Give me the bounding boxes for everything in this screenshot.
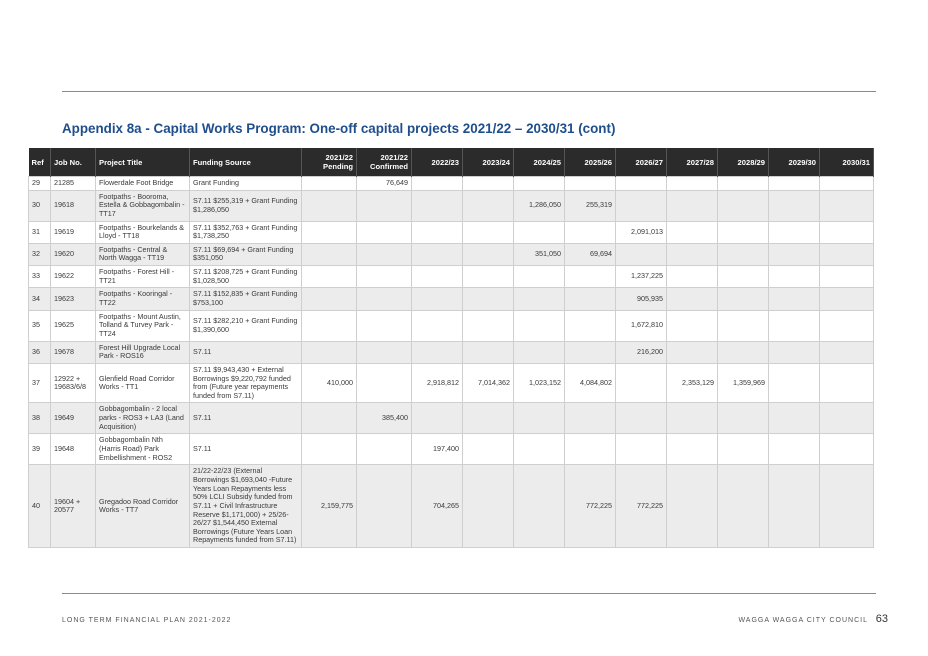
cell-funding: Grant Funding [190,177,302,191]
cell-ref: 31 [29,221,51,243]
cell-2021-22-confirmed [357,266,412,288]
cell-2027-28 [667,266,718,288]
cell-2024-25 [514,403,565,434]
cell-2023-24 [463,266,514,288]
cell-ref: 38 [29,403,51,434]
cell-2029-30 [769,190,820,221]
cell-2022-23: 704,265 [412,465,463,548]
cell-2021-22-pending [302,266,357,288]
cell-job: 19604 + 20577 [51,465,96,548]
cell-2025-26 [565,288,616,310]
cell-2021-22-confirmed [357,310,412,341]
cell-2025-26: 772,225 [565,465,616,548]
cell-2028-29 [718,403,769,434]
table-row [29,221,874,243]
cell-2021-22-pending [302,434,357,465]
cell-2026-27 [616,403,667,434]
table-header-row [29,148,874,177]
cell-2024-25: 1,023,152 [514,363,565,403]
cell-2025-26 [565,341,616,363]
cell-2029-30 [769,403,820,434]
cell-2026-27: 216,200 [616,341,667,363]
top-rule [62,91,876,92]
table-row [29,288,874,310]
cell-2027-28: 2,353,129 [667,363,718,403]
cell-2021-22-pending: 410,000 [302,363,357,403]
cell-title: Glenfield Road Corridor Works - TT1 [96,363,190,403]
cell-ref: 32 [29,243,51,265]
cell-2030-31 [820,288,874,310]
col-header-2021-22-pending [302,148,357,177]
cell-2030-31 [820,341,874,363]
cell-funding: S7.11 [190,403,302,434]
cell-2028-29 [718,266,769,288]
cell-2022-23 [412,341,463,363]
cell-funding: S7.11 [190,341,302,363]
col-header-funding: Funding Source [190,148,302,177]
cell-2021-22-confirmed: 385,400 [357,403,412,434]
cell-2029-30 [769,288,820,310]
cell-2029-30 [769,266,820,288]
table-row [29,434,874,465]
col-header-2021-22-pending-year: 2021/22 [325,153,353,162]
col-header-2021-22-confirmed-label: Confirmed [370,162,408,171]
cell-2021-22-confirmed: 76,649 [357,177,412,191]
cell-2021-22-confirmed [357,288,412,310]
cell-2027-28 [667,310,718,341]
cell-2021-22-confirmed [357,434,412,465]
cell-2021-22-pending [302,177,357,191]
cell-2021-22-confirmed [357,221,412,243]
col-header-2028-29: 2028/29 [718,148,769,177]
cell-2026-27 [616,363,667,403]
cell-2025-26 [565,221,616,243]
cell-2028-29 [718,288,769,310]
cell-2024-25 [514,310,565,341]
cell-ref: 34 [29,288,51,310]
cell-funding: S7.11 $9,943,430 + External Borrowings $9,220,792 funded from (Future year repayments funded from S7.11) [190,363,302,403]
col-header-2023-24: 2023/24 [463,148,514,177]
cell-2021-22-confirmed [357,465,412,548]
cell-title: Footpaths - Kooringal - TT22 [96,288,190,310]
col-header-2027-28: 2027/28 [667,148,718,177]
cell-2030-31 [820,310,874,341]
cell-2030-31 [820,465,874,548]
cell-funding: S7.11 $69,694 + Grant Funding $351,050 [190,243,302,265]
cell-2027-28 [667,221,718,243]
cell-2030-31 [820,403,874,434]
cell-2021-22-confirmed [357,190,412,221]
col-header-2022-23: 2022/23 [412,148,463,177]
cell-title: Flowerdale Foot Bridge [96,177,190,191]
cell-2026-27 [616,190,667,221]
cell-2028-29 [718,434,769,465]
cell-job: 19649 [51,403,96,434]
cell-funding: S7.11 $352,763 + Grant Funding $1,738,250 [190,221,302,243]
cell-2021-22-confirmed [357,341,412,363]
cell-2023-24 [463,190,514,221]
bottom-rule [62,593,876,594]
cell-job: 19620 [51,243,96,265]
footer-document-title: LONG TERM FINANCIAL PLAN 2021-2022 [62,617,232,624]
cell-2024-25 [514,434,565,465]
cell-title: Gobbagombalin Nth (Harris Road) Park Embellishment - ROS2 [96,434,190,465]
cell-2029-30 [769,363,820,403]
cell-job: 19648 [51,434,96,465]
cell-2025-26 [565,403,616,434]
cell-2022-23 [412,221,463,243]
cell-2024-25 [514,465,565,548]
cell-2030-31 [820,266,874,288]
table-row [29,190,874,221]
cell-2027-28 [667,403,718,434]
cell-job: 19678 [51,341,96,363]
col-header-2021-22-pending-label: Pending [323,162,353,171]
cell-ref: 33 [29,266,51,288]
cell-2027-28 [667,434,718,465]
cell-2030-31 [820,434,874,465]
cell-2022-23: 197,400 [412,434,463,465]
cell-title: Footpaths - Booroma, Estella & Gobbagombalin - TT17 [96,190,190,221]
cell-2022-23 [412,190,463,221]
cell-2025-26: 255,319 [565,190,616,221]
cell-2027-28 [667,288,718,310]
cell-title: Gregadoo Road Corridor Works - TT7 [96,465,190,548]
cell-2025-26 [565,177,616,191]
cell-title: Footpaths - Forest Hill - TT21 [96,266,190,288]
cell-2028-29 [718,310,769,341]
table-row [29,341,874,363]
cell-ref: 39 [29,434,51,465]
cell-2023-24 [463,465,514,548]
col-header-2021-22-confirmed-year: 2021/22 [380,153,408,162]
cell-title: Footpaths - Central & North Wagga - TT19 [96,243,190,265]
col-header-2025-26: 2025/26 [565,148,616,177]
cell-title: Forest Hill Upgrade Local Park - ROS16 [96,341,190,363]
col-header-2026-27: 2026/27 [616,148,667,177]
cell-2026-27 [616,177,667,191]
cell-2029-30 [769,434,820,465]
cell-2024-25: 351,050 [514,243,565,265]
cell-2029-30 [769,177,820,191]
cell-2026-27 [616,434,667,465]
page-title: Appendix 8a - Capital Works Program: One-off capital projects 2021/22 – 2030/31 (cont) [62,121,616,136]
cell-2028-29 [718,177,769,191]
cell-ref: 35 [29,310,51,341]
table-row [29,266,874,288]
cell-2021-22-pending: 2,159,775 [302,465,357,548]
cell-2022-23 [412,288,463,310]
table-row [29,310,874,341]
cell-2021-22-pending [302,310,357,341]
cell-2024-25 [514,288,565,310]
cell-2028-29 [718,465,769,548]
cell-title: Footpaths - Mount Austin, Tolland & Turvey Park - TT24 [96,310,190,341]
cell-2029-30 [769,310,820,341]
cell-2028-29 [718,221,769,243]
cell-job: 12922 + 19683/6/8 [51,363,96,403]
cell-job: 19623 [51,288,96,310]
cell-2029-30 [769,243,820,265]
cell-ref: 40 [29,465,51,548]
cell-2023-24 [463,310,514,341]
cell-ref: 29 [29,177,51,191]
cell-2021-22-pending [302,288,357,310]
cell-2027-28 [667,177,718,191]
cell-2026-27: 772,225 [616,465,667,548]
cell-2030-31 [820,243,874,265]
cell-2023-24 [463,434,514,465]
cell-title: Gobbagombalin - 2 local parks - ROS3 + LA3 (Land Acquisition) [96,403,190,434]
cell-2030-31 [820,363,874,403]
table-row [29,403,874,434]
cell-2024-25 [514,341,565,363]
cell-2021-22-confirmed [357,363,412,403]
cell-ref: 36 [29,341,51,363]
cell-funding: S7.11 $152,835 + Grant Funding $753,100 [190,288,302,310]
cell-2023-24 [463,341,514,363]
cell-2026-27: 905,935 [616,288,667,310]
cell-2029-30 [769,341,820,363]
cell-funding: S7.11 $282,210 + Grant Funding $1,390,600 [190,310,302,341]
cell-2024-25 [514,266,565,288]
cell-2028-29 [718,243,769,265]
cell-2022-23 [412,403,463,434]
page-number: 63 [875,613,888,625]
cell-title: Footpaths - Bourkelands & Lloyd - TT18 [96,221,190,243]
cell-2026-27: 1,672,810 [616,310,667,341]
cell-funding: S7.11 $255,319 + Grant Funding $1,286,050 [190,190,302,221]
cell-2026-27: 2,091,013 [616,221,667,243]
cell-2023-24 [463,177,514,191]
cell-2028-29: 1,359,969 [718,363,769,403]
cell-2024-25: 1,286,050 [514,190,565,221]
cell-2025-26 [565,434,616,465]
col-header-ref: Ref [29,148,51,177]
capital-works-table [28,148,874,548]
cell-2026-27: 1,237,225 [616,266,667,288]
cell-2027-28 [667,341,718,363]
table-row [29,177,874,191]
cell-2027-28 [667,190,718,221]
col-header-2030-31: 2030/31 [820,148,874,177]
cell-2028-29 [718,341,769,363]
cell-2030-31 [820,177,874,191]
cell-funding: S7.11 [190,434,302,465]
cell-2030-31 [820,221,874,243]
cell-2027-28 [667,243,718,265]
cell-2026-27 [616,243,667,265]
table-row [29,363,874,403]
col-header-2029-30: 2029/30 [769,148,820,177]
cell-2021-22-pending [302,221,357,243]
cell-2023-24 [463,403,514,434]
footer-organisation: WAGGA WAGGA CITY COUNCIL [738,617,868,624]
cell-2027-28 [667,465,718,548]
cell-2029-30 [769,465,820,548]
cell-2025-26: 4,084,802 [565,363,616,403]
cell-2025-26 [565,266,616,288]
col-header-2021-22-confirmed [357,148,412,177]
cell-2021-22-pending [302,341,357,363]
col-header-title: Project Title [96,148,190,177]
cell-ref: 30 [29,190,51,221]
cell-2021-22-confirmed [357,243,412,265]
cell-2025-26: 69,694 [565,243,616,265]
cell-2022-23 [412,243,463,265]
cell-ref: 37 [29,363,51,403]
cell-2025-26 [565,310,616,341]
cell-2021-22-pending [302,190,357,221]
cell-2028-29 [718,190,769,221]
cell-funding: 21/22-22/23 (External Borrowings $1,693,040 -Future Years Loan Repayments less 50% LCLI Subsidy funded from S7.11 + Civil Infrastructure Reserve $1,171,000) + 25/26-26/27 $1,544,450 External Borrowings (Future Years Loan Repayments funded from S7.11) [190,465,302,548]
cell-2023-24: 7,014,362 [463,363,514,403]
cell-job: 21285 [51,177,96,191]
cell-2029-30 [769,221,820,243]
cell-2024-25 [514,221,565,243]
cell-job: 19618 [51,190,96,221]
cell-2022-23 [412,266,463,288]
cell-2022-23 [412,177,463,191]
cell-2030-31 [820,190,874,221]
cell-funding: S7.11 $208,725 + Grant Funding $1,028,500 [190,266,302,288]
cell-2024-25 [514,177,565,191]
cell-2022-23: 2,918,812 [412,363,463,403]
table-row [29,465,874,548]
cell-2021-22-pending [302,243,357,265]
cell-job: 19619 [51,221,96,243]
cell-2022-23 [412,310,463,341]
cell-2023-24 [463,288,514,310]
table-row [29,243,874,265]
cell-job: 19622 [51,266,96,288]
cell-job: 19625 [51,310,96,341]
cell-2023-24 [463,221,514,243]
col-header-2024-25: 2024/25 [514,148,565,177]
cell-2023-24 [463,243,514,265]
col-header-job: Job No. [51,148,96,177]
cell-2021-22-pending [302,403,357,434]
